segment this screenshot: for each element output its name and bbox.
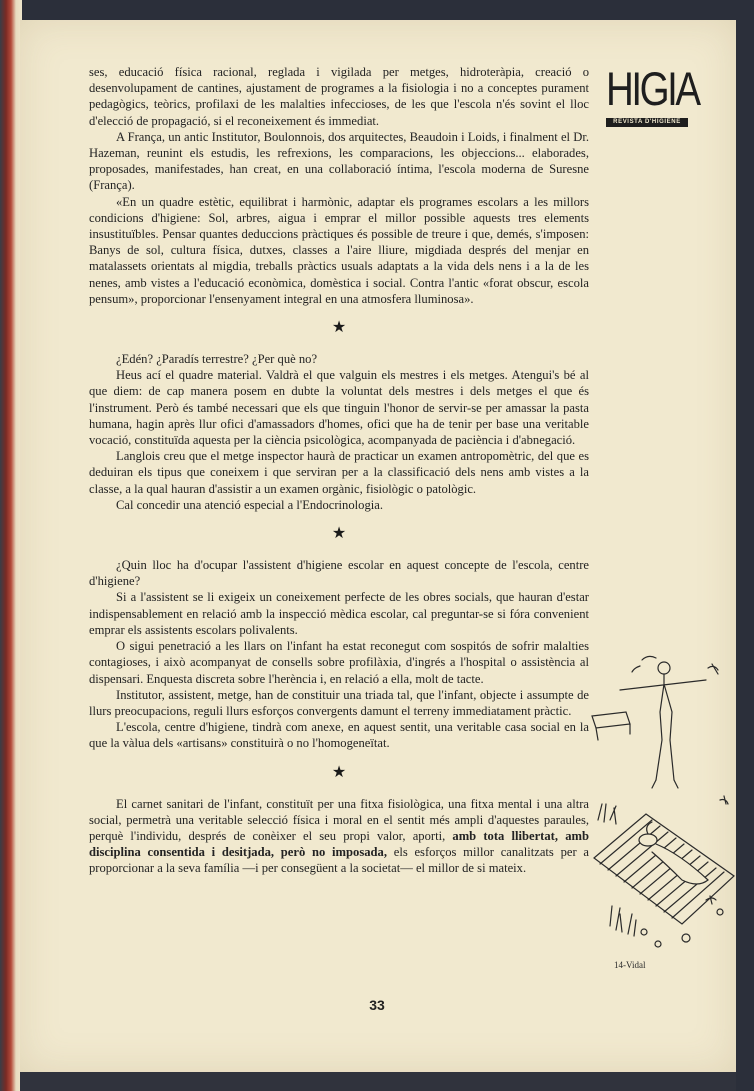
journal-logo bbox=[606, 62, 699, 134]
paragraph: ses, educació física racional, reglada i vigilada per metges, hidroteràpia, creació o desenvolupament de cantines, ajustament de programes a la fisiologia i no a conceptes purament pedagògics, teòrics, profilaxi de les malalties infeccioses, de les que l'escola n'és sovint el lloc d'elecció de propagació, si el reconeixement és immediat. bbox=[89, 65, 589, 128]
section-separator-star: ★ bbox=[331, 319, 347, 337]
book-spine bbox=[0, 0, 22, 1091]
illustrator-signature: 14-Vidal bbox=[614, 960, 646, 970]
paragraph: Institutor, assistent, metge, han de constituir una triada tal, que l'infant, objecte i assumpte de llurs preocupacions, reguli llurs esforços convergents damunt el terreny immediatament pràctic. bbox=[89, 687, 589, 718]
paragraph: O sigui penetració a les llars on l'infant ha estat reconegut com sospitós de sofrir malalties contagioses, i això acompanyat de consells sobre profilàxia, d'ingrés a l'hospital o assistència al dispensari. Enquesta discreta sobre l'herència i, en relació a ella, molt de tacte. bbox=[89, 639, 589, 686]
final-paragraph bbox=[89, 796, 589, 877]
paragraph: Langlois creu que el metge inspector haurà de practicar un examen antropomètric, del que es deduiran els tipus que coneixem i que serviran per a la classificació dels nens amb vistes a la classe, a la qual hauran d'assistir a un examen orgànic, fisiològic o patològic. bbox=[89, 449, 589, 496]
paragraph: ¿Edén? ¿Paradís terrestre? ¿Per què no? bbox=[116, 352, 318, 367]
section-separator-star: ★ bbox=[331, 525, 347, 543]
paragraph: Si a l'assistent se li exigeix un coneixement perfecte de les obres socials, que hauran d'estar indispensablement en relació amb la inspecció mèdica escolar, cal preguntar-se si fóra convenient emprar els assistents escolars polivalents. bbox=[89, 590, 589, 637]
paragraph: «En un quadre estètic, equilibrat i harmònic, adaptar els programes escolars a les millors condicions d'higiene: Sol, arbres, aigua i emprar el millor possible aquests tres elements insustituïbles. Pensar quantes deduccions pràctiques és possible de treure i que, demés, s'imposen: Banys de sol, cultura física, dutxes, classes a l'aire lliure, migdiada després del menjar en matalassets orientats al migdia, treballs pràctics usuals adaptats a la vida dels nens i a la de les nenes, amb vistes a l'educació econòmica, domèstica i social. Contra l'antic «forat obscur, escola pensum», proporcionar l'ensenyament integral en una atmosfera lluminosa». bbox=[89, 194, 589, 306]
paragraph: Cal concedir una atenció especial a l'Endocrinologia. bbox=[116, 497, 383, 512]
page-number: 33 bbox=[369, 997, 385, 1013]
final-paragraph-text-end: els esforços millor canalitzats per a proporcionar a la seva família —i per consegüent a la societat— el millor de si mateix. bbox=[89, 845, 589, 876]
final-paragraph-text: El carnet sanitari de l'infant, constituït per una fitxa fisiològica, una fitxa mental i una altra social, permetrà una veritable selecció física i moral en el sentit més ampli d'aquestes paraules, perquè l'individu, després de conèixer el seu propi valor, aporti, bbox=[89, 796, 589, 843]
paragraph: A França, un antic Institutor, Boulonnois, dos arquitectes, Beaudoin i Loids, i finalment el Dr. Hazeman, reunint els estudis, les refrexions, les comparacions, les objeccions... elaborades, proposades, manifestades, han creat, en una collaboració íntima, l'escola moderna de Suresne (França). bbox=[89, 129, 589, 193]
section-separator-star: ★ bbox=[331, 763, 347, 781]
sunbathing-illustration bbox=[590, 650, 736, 980]
page-bottom-edge bbox=[20, 1072, 736, 1091]
paragraph: L'escola, centre d'higiene, tindrà com anexe, en aquest sentit, una veritable casa social en la que la vàlua dels «artisans» constituirà o no l'homogeneïtat. bbox=[89, 720, 589, 751]
paragraph: ¿Quin lloc ha d'ocupar l'assistent d'higiene escolar en aquest concepte de l'escola, centre d'higiene? bbox=[89, 558, 589, 589]
logo-word: HIGIA bbox=[606, 62, 699, 115]
logo-subtitle-bar: REVISTA D'HIGIENE bbox=[606, 118, 688, 127]
article-text bbox=[89, 64, 589, 877]
paragraph: Heus ací el quadre material. Valdrà el que valguin els mestres i els metges. Atengui's bé al que diem: de cap manera posem en dubte la voluntat dels mestres i dels metges el que és l'instrument. Però és també necessari que els que tinguin l'honor de servir-se per amassar la pasta humana, hagin après llur ofici d'amassadors d'homes, ofici que ha de tenir per base una veritable vocació, constituïda aquesta per la ciència psicològica, acompanyada de paciència i d'abnegació. bbox=[89, 368, 589, 448]
final-paragraph-bold: amb tota llibertat, amb disciplina consentida i desitjada, però no imposada, bbox=[89, 828, 589, 860]
